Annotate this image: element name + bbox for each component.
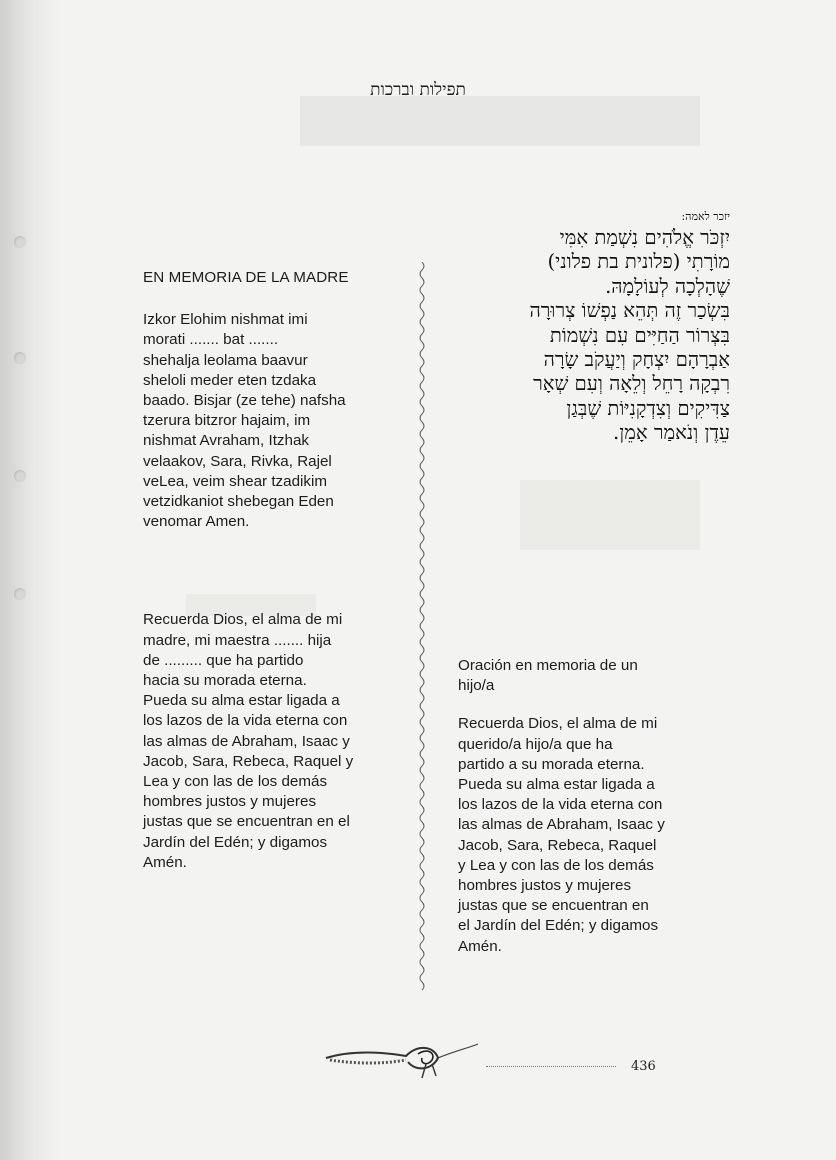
- page-number: 436: [631, 1059, 656, 1074]
- right-column: [458, 656, 694, 957]
- hebrew-prayer: [430, 210, 730, 446]
- hebrew-instruction: יזכר לאמה:: [681, 210, 730, 223]
- left-column: [143, 268, 405, 873]
- section-title: EN MEMORIA DE LA MADRE: [143, 269, 349, 286]
- footer-rule: [486, 1066, 616, 1067]
- page-binding-shadow: [0, 0, 60, 1160]
- page-header: תפילות וברכות: [370, 80, 466, 100]
- show-through-block: [520, 480, 700, 550]
- transliteration: Izkor Elohim nishmat imi morati ....... bat ....... shehalja leolama baavur sheloli meder eten tzdaka baado. Bisjar (ze tehe) nafsha tzerura bitzror hajaim, im nishmat Avraham, Itzhak velaakov, Sara, Rivka, Rajel veLea, veim shear tzadikim vetzidkaniot shebegan Eden venomar Amen.: [143, 311, 346, 531]
- show-through-bar: [300, 96, 700, 146]
- spanish-translation: Recuerda Dios, el alma de mi madre, mi maestra ....... hija de ......... que ha partido hacia su morada eterna. Pueda su alma estar ligada a los lazos de la vida eterna con las almas de Abraham, Isaac y Jacob, Sara, Rebeca, Raquel y Lea y con las de los demás hombres justos y mujeres justas que se encuentran en el Jardín del Edén; y digamos Amén.: [143, 611, 354, 871]
- prayer-text: Recuerda Dios, el alma de mi querido/a hijo/a que ha partido a su morada eterna. Pueda su alma estar ligada a los lazos de la vida eterna con las almas de Abraham, Isaac y Jacob, Sara, Rebeca, Raquel y Lea y con las de los demás hombres justos y mujeres justas que se encuentran en el Jardín del Edén; y digamos Amén.: [458, 715, 665, 955]
- section-heading: Oración en memoria de un hijo/a: [458, 657, 638, 695]
- hebrew-prayer-text: יִזְכֹּר אֱלֹהִים נִשְׁמַת אִמִּי מוֹרָתִי (פלונית בת פלוני) שֶׁהָלְכָה לְעוֹלָמָהּ. בִּשְׂכַר זֶה תְּהֵא נַפְשׁוֹ צְרוּרָה בִּצְרוֹר הַחַיִּים עִם נִשְׁמוֹת אַבְרָהָם יִצְחָק וְיַעֲקֹב שָׂרָה רִבְקָה רָחֵל וְלֵאָה וְעִם שְׁאָר צַדִּיקִים וְצִדְקָנִיּוֹת שֶׁבְּגַן עֵדֶן וְנֹאמַר אָמֵן.: [529, 226, 730, 445]
- decorative-ornament: [322, 1034, 482, 1084]
- wavy-divider: [416, 262, 428, 992]
